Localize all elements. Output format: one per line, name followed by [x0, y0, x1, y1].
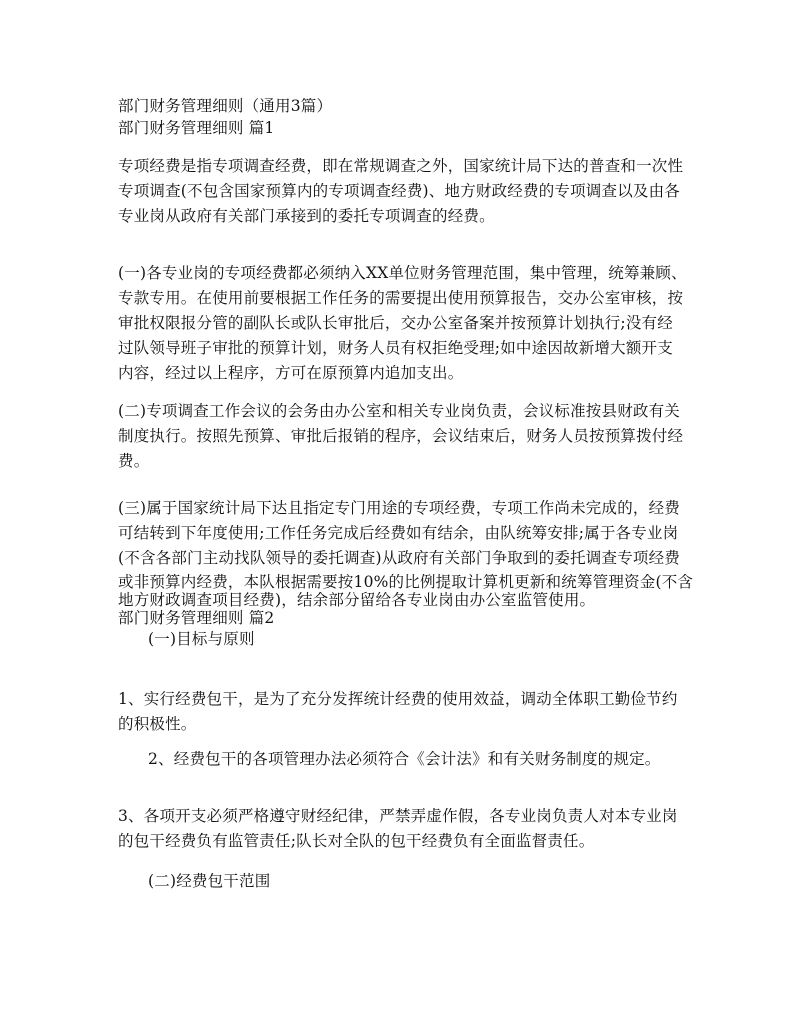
item1-line-5: 内容，经过以上程序，方可在原预算内追加支出。	[118, 364, 464, 382]
item1-line-4: 过队领导班子审批的预算计划，财务人员有权拒绝受理;如中途因故新增大额开支	[118, 339, 673, 357]
point2-line: 2、经费包干的各项管理办法必须符合《会计法》和有关财务制度的规定。	[148, 750, 661, 768]
subheading-1: (一)目标与原则	[148, 630, 255, 648]
item2-line-2: 制度执行。按照先预算、审批后报销的程序，会议结束后，财务人员按预算拨付经	[118, 427, 684, 445]
intro-line-1: 专项经费是指专项调查经费，即在常规调查之外，国家统计局下达的普查和一次性	[118, 157, 684, 175]
item3-line-4: 或非预算内经费，本队根据需要按10%的比例提取计算机更新和统筹管理资金(不含	[118, 573, 694, 591]
document-title: 部门财务管理细则（通用3篇）	[118, 97, 333, 115]
item3-line-3: (不含各部门主动找队领导的委托调查)从政府有关部门争取到的委托调查专项经费	[118, 549, 680, 567]
subheading-2: (二)经费包干范围	[148, 872, 271, 890]
item2-line-3: 费。	[118, 452, 150, 470]
intro-line-2: 专项调查(不包含国家预算内的专项调查经费)、地方财政经费的专项调查以及由各	[118, 182, 680, 200]
item3-line-1: (三)属于国家统计局下达且指定专门用途的专项经费，专项工作尚未完成的，经费	[118, 499, 680, 517]
item1-line-1: (一)各专业岗的专项经费都必须纳入XX单位财务管理范围，集中管理，统筹兼顾、	[118, 264, 687, 282]
item3-line-5: 地方财政调查项目经费)，结余部分留给各专业岗由办公室监管使用。	[118, 591, 596, 609]
section-heading-1: 部门财务管理细则 篇1	[118, 119, 275, 137]
section-heading-2: 部门财务管理细则 篇2	[118, 609, 275, 627]
point3-line-1: 3、各项开支必须严格遵守财经纪律，严禁弄虚作假，各专业岗负责人对本专业岗	[118, 807, 678, 825]
item2-line-1: (二)专项调查工作会议的会务由办公室和相关专业岗负责，会议标准按县财政有关	[118, 402, 680, 420]
point1-line-2: 的积极性。	[118, 715, 197, 733]
point3-line-2: 的包干经费负有监管责任;队长对全队的包干经费负有全面监督责任。	[118, 832, 595, 850]
item3-line-2: 可结转到下年度使用;工作任务完成后经费如有结余，由队统筹安排;属于各专业岗	[118, 524, 679, 542]
item1-line-2: 专款专用。在使用前要根据工作任务的需要提出使用预算报告，交办公室审核，按	[118, 289, 684, 307]
item1-line-3: 审批权限报分管的副队长或队长审批后，交办公室备案并按预算计划执行;没有经	[118, 314, 673, 332]
point1-line-1: 1、实行经费包干，是为了充分发挥统计经费的使用效益，调动全体职工勤俭节约	[118, 690, 678, 708]
intro-line-3: 专业岗从政府有关部门承接到的委托专项调查的经费。	[118, 207, 495, 225]
